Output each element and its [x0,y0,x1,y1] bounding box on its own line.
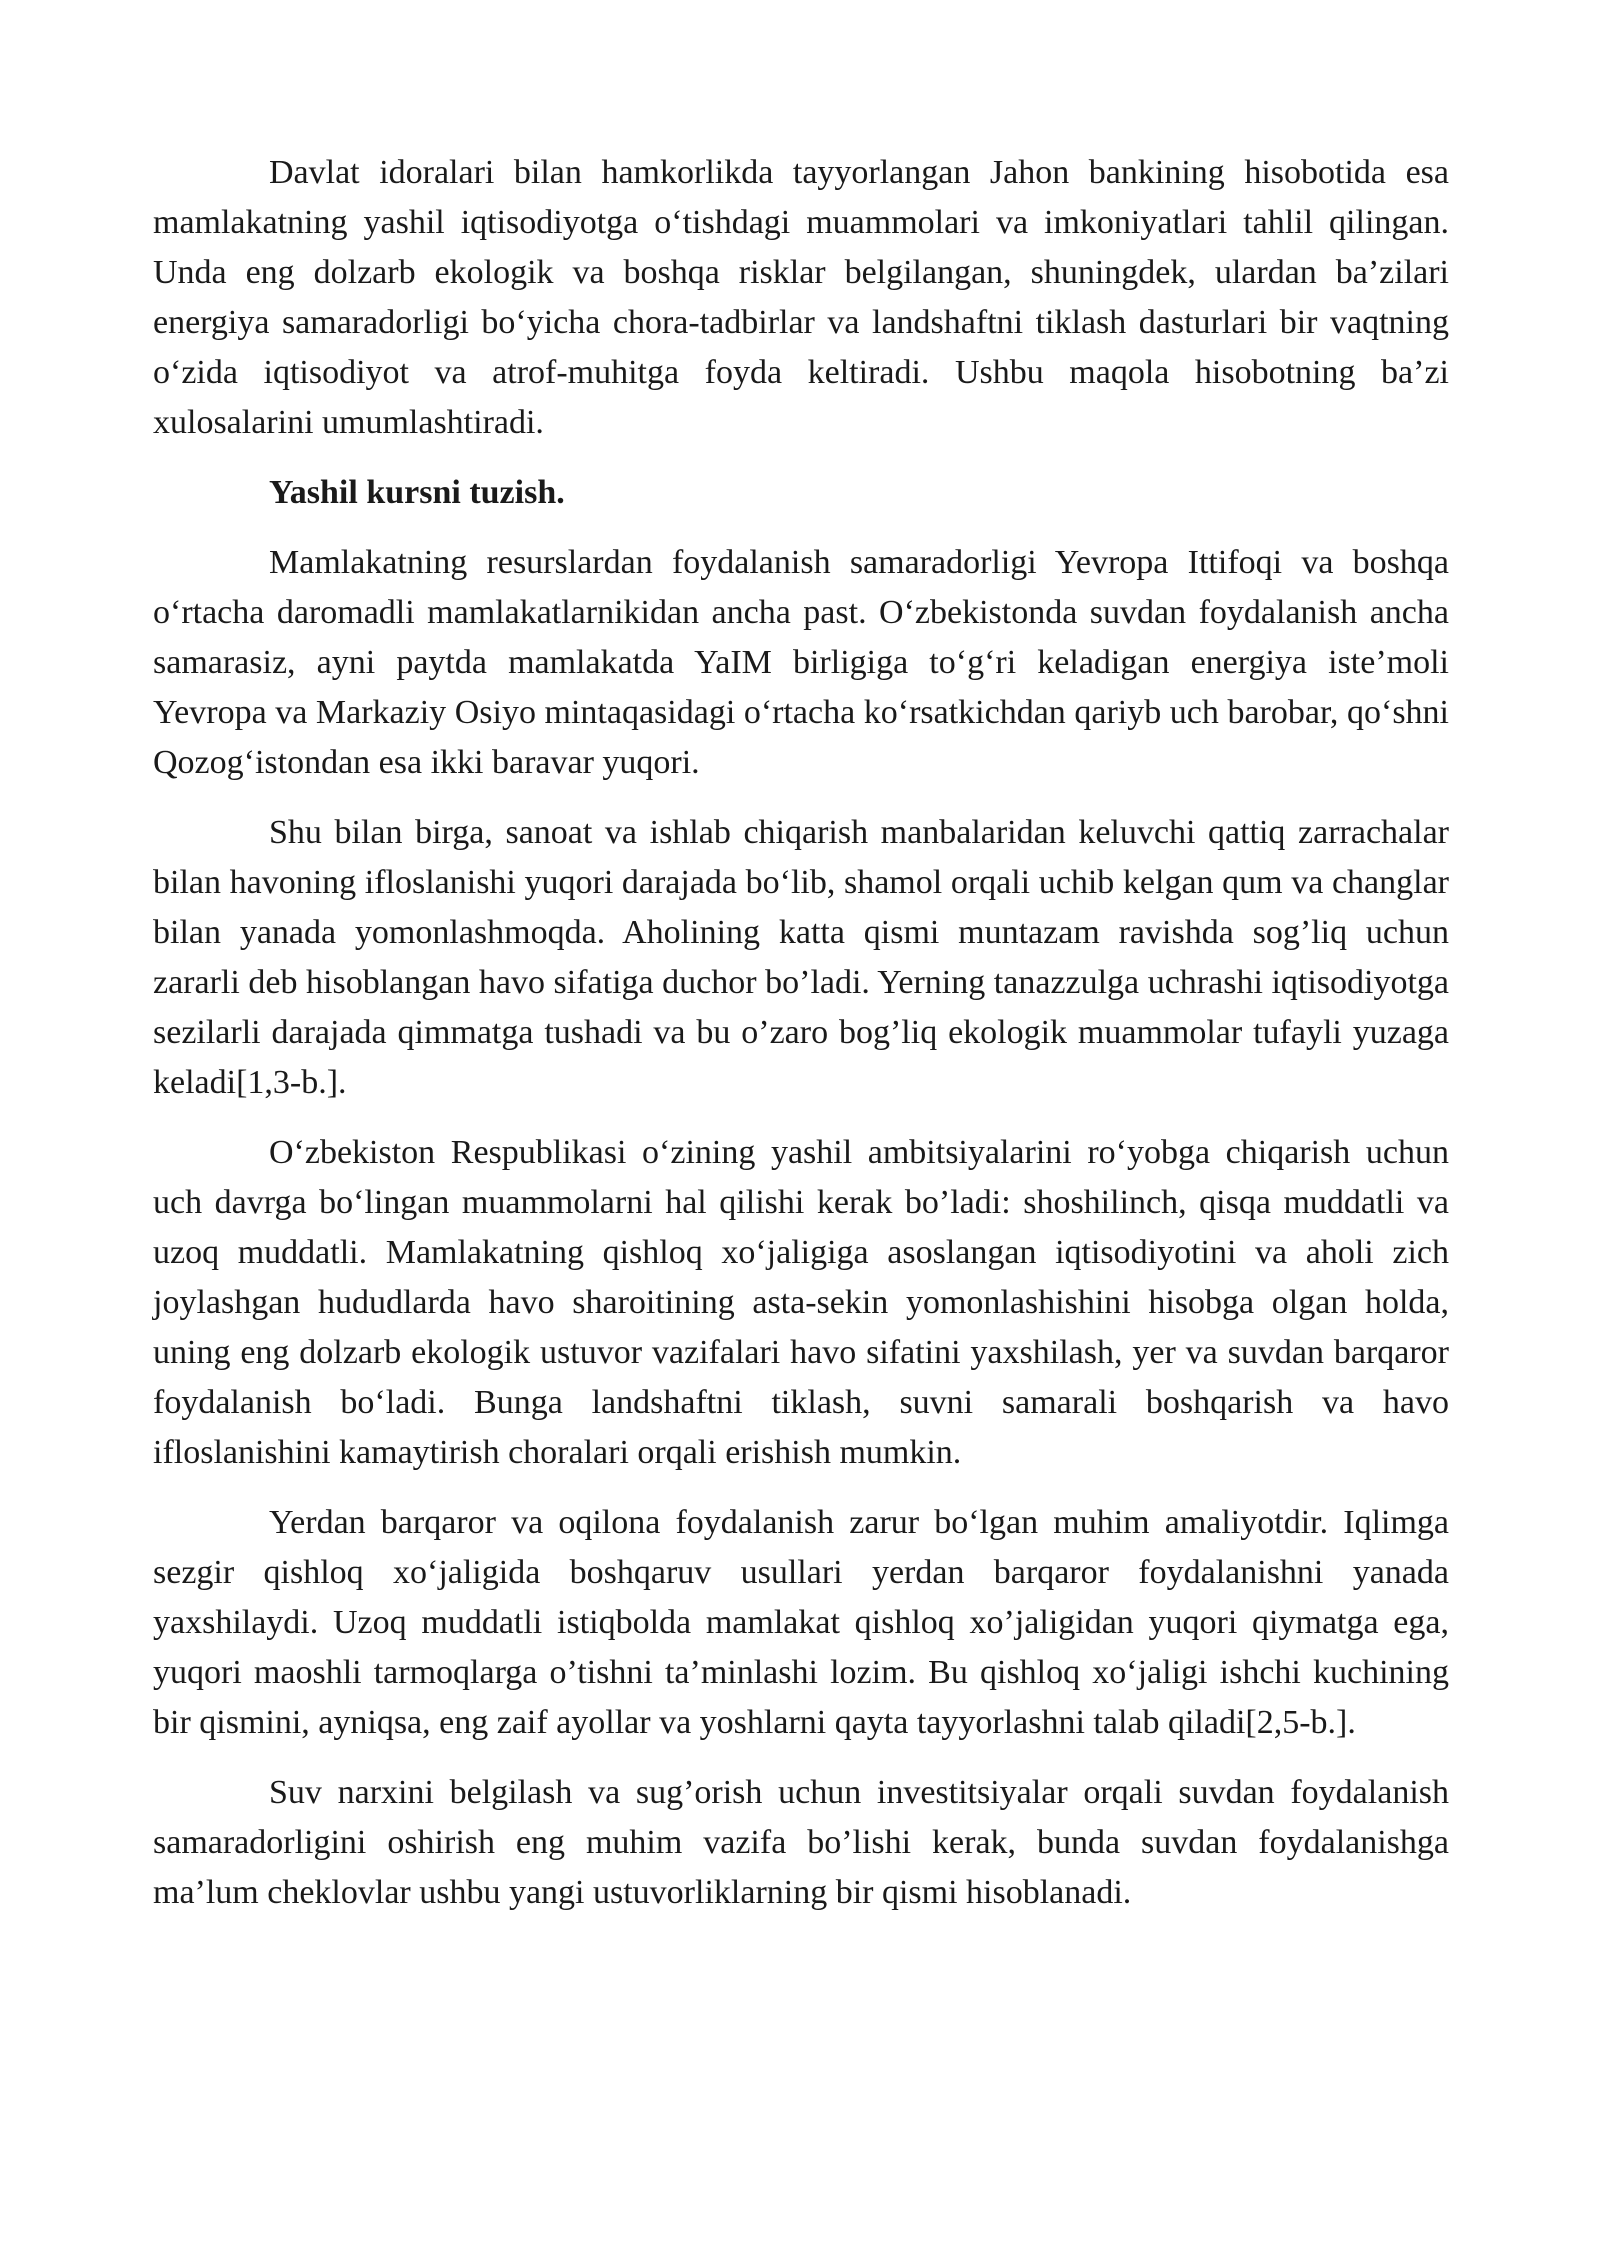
paragraph-green-ambitions: O‘zbekiston Respublikasi o‘zining yashil ambitsiyalarini ro‘yobga chiqarish uchun uch davrga bo‘lingan muammolarni hal qilishi kerak bo’ladi: shoshilinch, qisqa muddatli va uzoq muddatli. Mamlakatning qishloq xo‘jaligiga asoslangan iqtisodiyotini va aholi zich joylashgan hududlarda havo sharoitining asta-sekin yomonlashishini hisobga olgan holda, uning eng dolzarb ekologik ustuvor vazifalari havo sifatini yaxshilash, yer va suvdan barqaror foydalanish bo‘ladi. Bunga landshaftni tiklash, suvni samarali boshqarish va havo ifloslanishini kamaytirish choralari orqali erishish mumkin. [153,1134,1449,1471]
document-page [153,148,1449,1938]
paragraph-air-pollution: Shu bilan birga, sanoat va ishlab chiqarish manbalaridan keluvchi qattiq zarrachalar bilan havoning ifloslanishi yuqori darajada bo‘lib, shamol orqali uchib kelgan qum va changlar bilan yanada yomonlashmoqda. Aholining katta qismi muntazam ravishda sog’liq uchun zararli deb hisoblangan havo sifatiga duchor bo’ladi. Yerning tanazzulga uchrashi iqtisodiyotga sezilarli darajada qimmatga tushadi va bu o’zaro bog’liq ekologik muammolar tufayli yuzaga keladi[1,3-b.]. [153,814,1449,1101]
paragraph-intro: Davlat idoralari bilan hamkorlikda tayyorlangan Jahon bankining hisobotida esa mamlakatning yashil iqtisodiyotga o‘tishdagi muammolari va imkoniyatlari tahlil qilingan. Unda eng dolzarb ekologik va boshqa risklar belgilangan, shuningdek, ulardan ba’zilari energiya samaradorligi bo‘yicha chora-tadbirlar va landshaftni tiklash dasturlari bir vaqtning o‘zida iqtisodiyot va atrof-muhitga foyda keltiradi. Ushbu maqola hisobotning ba’zi xulosalarini umumlashtiradi. [153,154,1449,441]
section-heading: Yashil kursni tuzish. [269,474,565,511]
paragraph-water-pricing: Suv narxini belgilash va sug’orish uchun investitsiyalar orqali suvdan foydalanish samaradorligini oshirish eng muhim vazifa bo’lishi kerak, bunda suvdan foydalanishga ma’lum cheklovlar ushbu yangi ustuvorliklarning bir qismi hisoblanadi. [153,1774,1449,1911]
paragraph-land-use: Yerdan barqaror va oqilona foydalanish zarur bo‘lgan muhim amaliyotdir. Iqlimga sezgir qishloq xo‘jaligida boshqaruv usullari yerdan barqaror foydalanishni yanada yaxshilaydi. Uzoq muddatli istiqbolda mamlakat qishloq xo’jaligidan yuqori qiymatga ega, yuqori maoshli tarmoqlarga o’tishni ta’minlashi lozim. Bu qishloq xo‘jaligi ishchi kuchining bir qismini, ayniqsa, eng zaif ayollar va yoshlarni qayta tayyorlashni talab qiladi[2,5-b.]. [153,1504,1449,1741]
paragraph-resource-efficiency: Mamlakatning resurslardan foydalanish samaradorligi Yevropa Ittifoqi va boshqa o‘rtacha daromadli mamlakatlarnikidan ancha past. O‘zbekistonda suvdan foydalanish ancha samarasiz, ayni paytda mamlakatda YaIM birligiga to‘g‘ri keladigan energiya iste’moli Yevropa va Markaziy Osiyo mintaqasidagi o‘rtacha ko‘rsatkichdan qariyb uch barobar, qo‘shni Qozog‘istondan esa ikki baravar yuqori. [153,544,1449,781]
